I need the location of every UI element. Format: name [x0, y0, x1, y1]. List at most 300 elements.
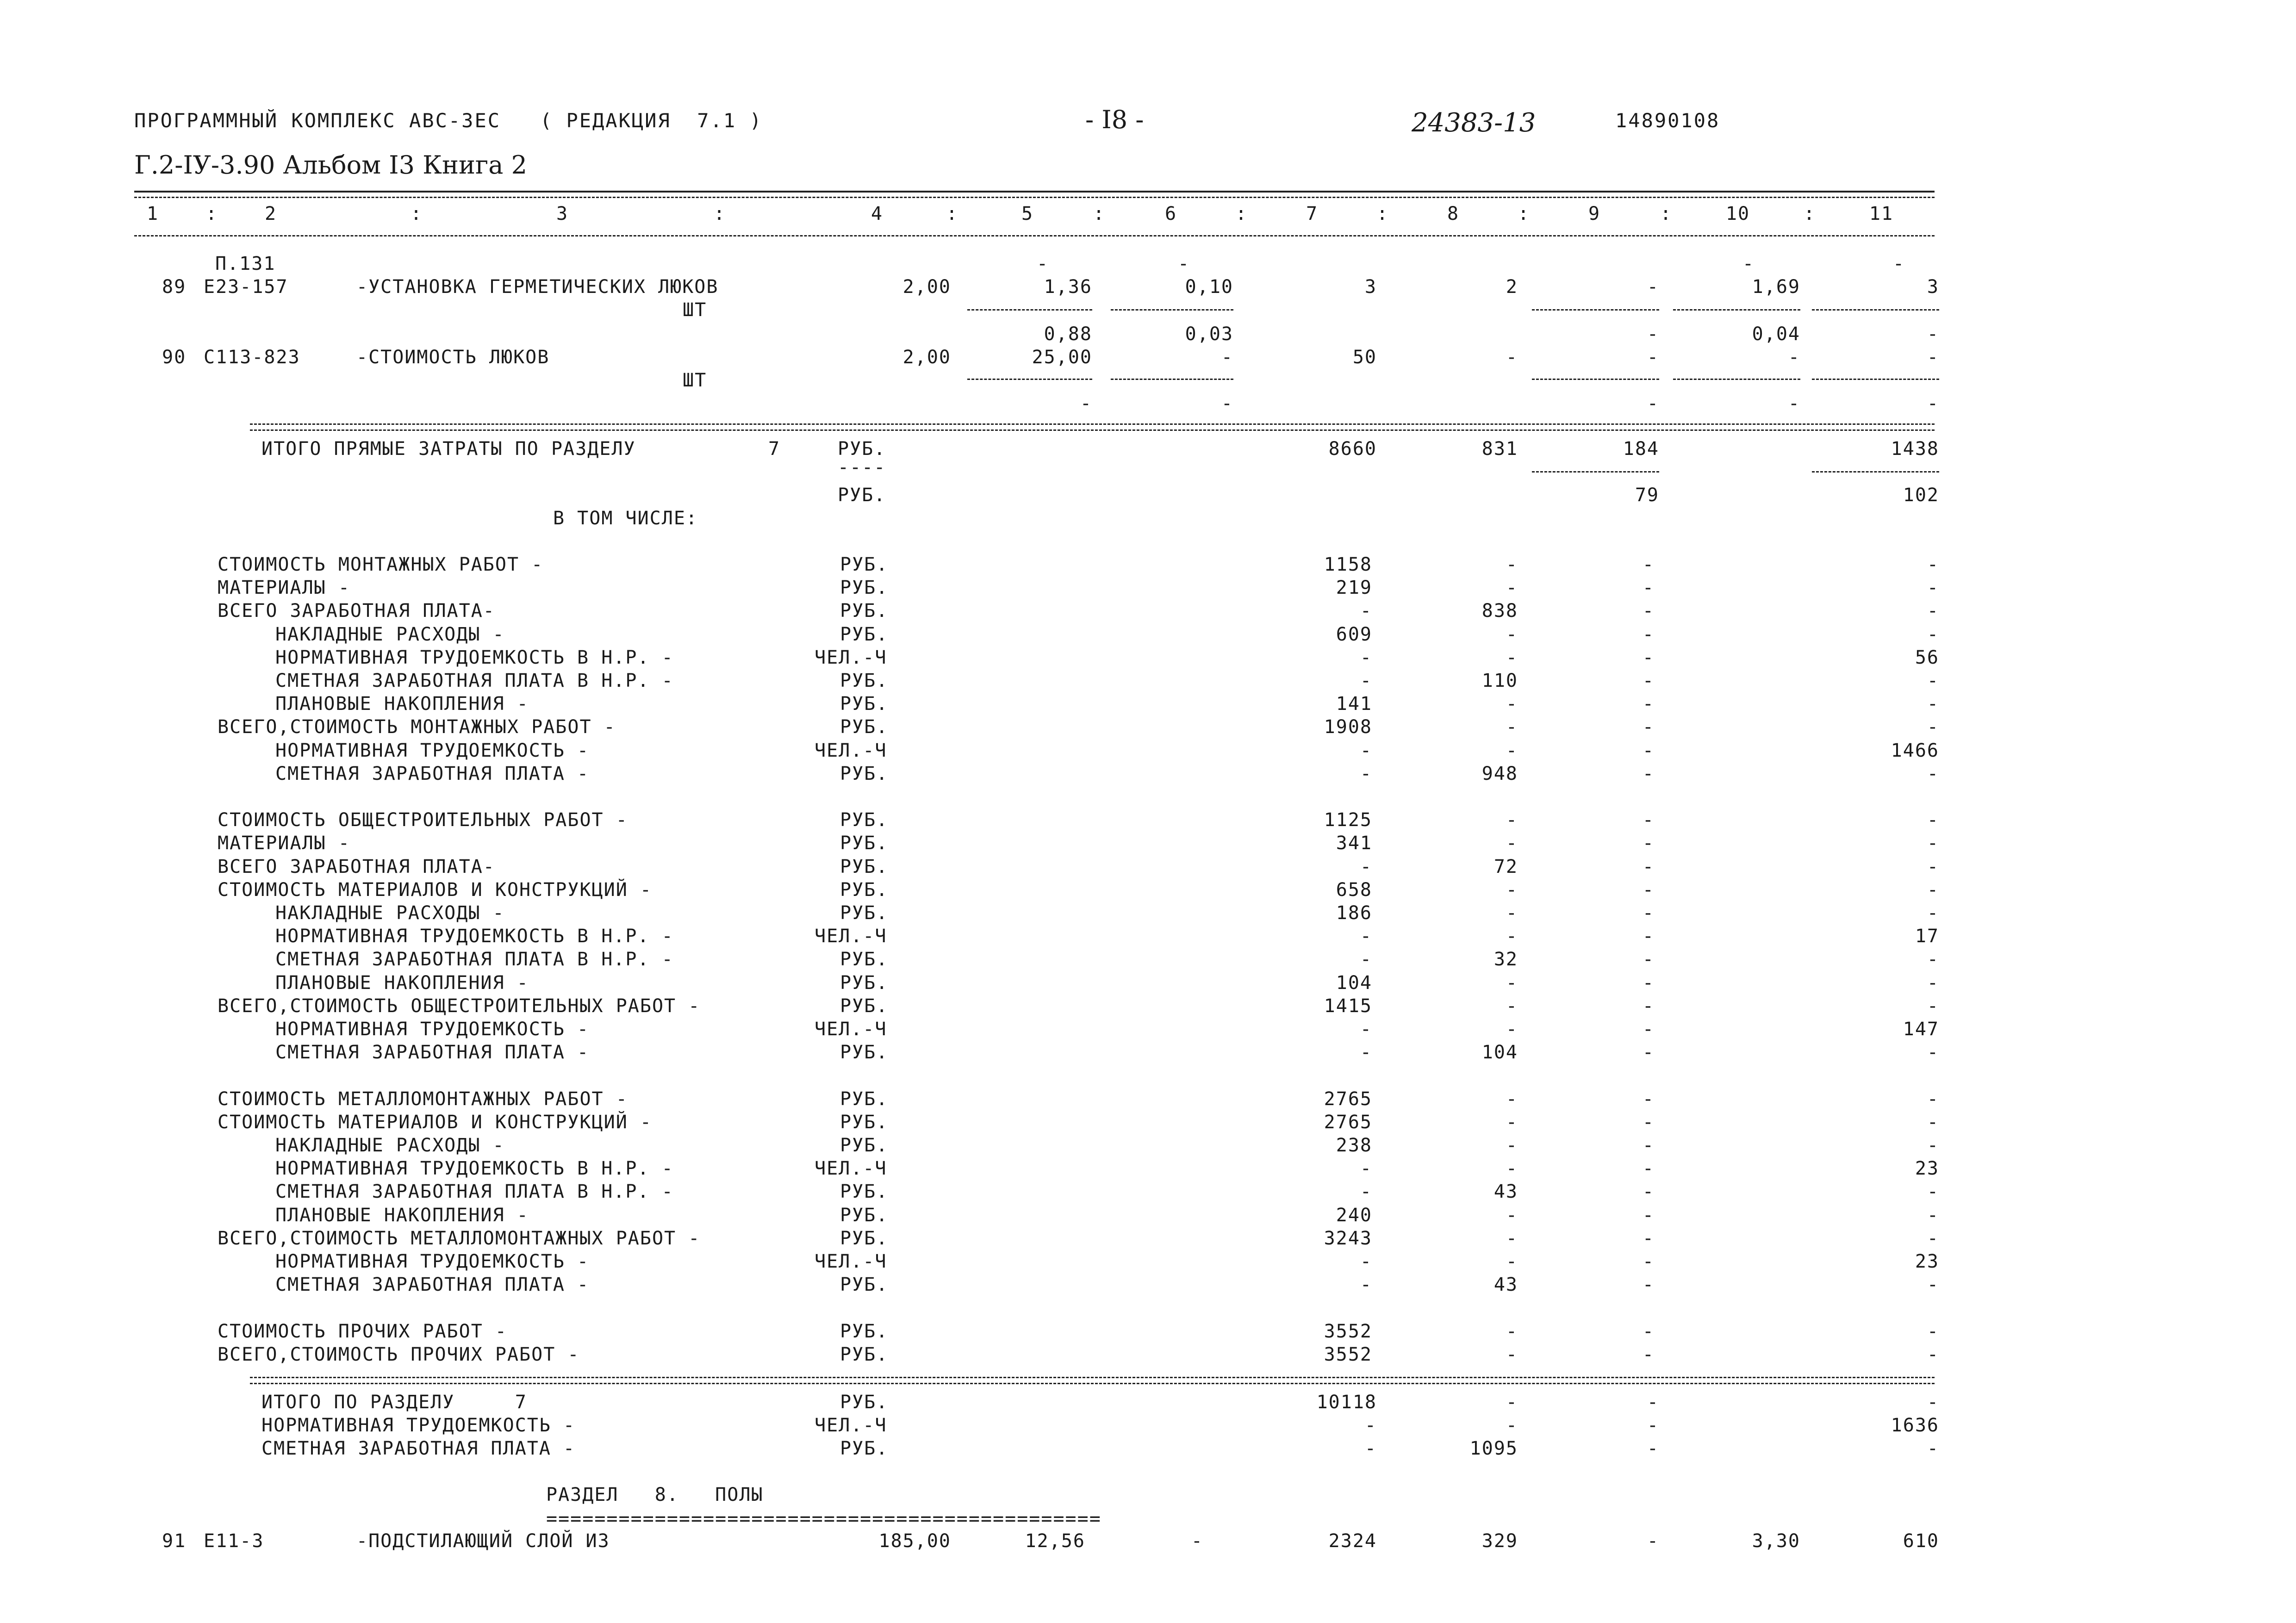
document-number: 24383-13 — [1412, 108, 1536, 138]
breakdown-label: ПЛАНОВЫЕ НАКОПЛЕНИЯ - — [275, 972, 529, 994]
direct-totals-c11: 1438 — [1891, 438, 1939, 460]
item-89-unit: ШТ — [683, 299, 707, 321]
item-90-c11: - — [1927, 347, 1939, 368]
item-89-sub-rule-10 — [1673, 309, 1800, 311]
breakdown-c7: - — [1360, 1042, 1372, 1063]
breakdown-unit: РУБ. — [840, 856, 889, 877]
breakdown-unit: РУБ. — [840, 1135, 889, 1156]
item-89-c11: 3 — [1927, 276, 1939, 298]
breakdown-label: НОРМАТИВНАЯ ТРУДОЕМКОСТЬ В Н.Р. - — [275, 647, 674, 668]
breakdown-c8: - — [1506, 879, 1518, 901]
breakdown-c11: 1466 — [1891, 740, 1939, 761]
breakdown-label: СМЕТНАЯ ЗАРАБОТНАЯ ПЛАТА - — [275, 1274, 590, 1296]
item-90-c9: - — [1647, 347, 1659, 368]
item-90-c10: - — [1788, 347, 1800, 368]
item-89-c6b: 0,03 — [1185, 323, 1233, 345]
breakdown-c7: 1908 — [1324, 716, 1372, 738]
breakdown-c9: - — [1642, 1343, 1655, 1365]
breakdown-c9: - — [1642, 1088, 1655, 1110]
breakdown-c8: 32 — [1493, 949, 1518, 970]
breakdown-c8: - — [1506, 995, 1518, 1017]
breakdown-c11: - — [1927, 1042, 1939, 1063]
column-separator: : — [1803, 203, 1816, 224]
breakdown-c7: - — [1360, 763, 1372, 784]
column-header-8: 8 — [1447, 203, 1460, 224]
breakdown-c11: 23 — [1915, 1251, 1939, 1272]
breakdown-unit: ЧЕЛ.-Ч — [815, 647, 887, 668]
breakdown-c9: - — [1642, 1320, 1655, 1342]
breakdown-unit: ЧЕЛ.-Ч — [815, 926, 887, 947]
breakdown-c11: - — [1927, 972, 1939, 994]
breakdown-c9: - — [1642, 1019, 1655, 1040]
table-top-rule — [134, 191, 1935, 193]
section-total-unit: РУБ. — [840, 1392, 889, 1413]
breakdown-c7: - — [1360, 670, 1372, 691]
column-header-3: 3 — [556, 203, 569, 224]
breakdown-c11: - — [1927, 995, 1939, 1017]
breakdown-label: СМЕТНАЯ ЗАРАБОТНАЯ ПЛАТА В Н.Р. - — [275, 1181, 674, 1203]
item-91-description: -ПОДСТИЛАЮЩИЙ СЛОЙ ИЗ — [356, 1530, 610, 1552]
column-separator: : — [1660, 203, 1673, 224]
breakdown-c8: - — [1506, 1135, 1518, 1156]
breakdown-c7: 1125 — [1324, 809, 1372, 831]
column-header-2: 2 — [264, 203, 277, 224]
breakdown-label: СТОИМОСТЬ МАТЕРИАЛОВ И КОНСТРУКЦИЙ - — [218, 879, 652, 901]
section-total-c8: - — [1506, 1415, 1518, 1436]
breakdown-c9: - — [1642, 949, 1655, 970]
breakdown-unit: РУБ. — [840, 1320, 889, 1342]
breakdown-c11: 147 — [1903, 1019, 1939, 1040]
breakdown-c8: - — [1506, 1158, 1518, 1180]
breakdown-unit: РУБ. — [840, 670, 889, 691]
item-90-number: 90 — [162, 347, 187, 368]
breakdown-c7: 1158 — [1324, 554, 1372, 575]
breakdown-c9: - — [1642, 902, 1655, 924]
direct-totals-section: 7 — [768, 438, 781, 460]
item-89-sub-rule-6 — [1111, 309, 1233, 311]
breakdown-label: ВСЕГО,СТОИМОСТЬ МОНТАЖНЫХ РАБОТ - — [218, 716, 616, 738]
breakdown-c7: - — [1360, 1181, 1372, 1203]
section-total-c8: - — [1506, 1392, 1518, 1413]
item-90-qty: 2,00 — [902, 347, 951, 368]
direct-totals-rule-2 — [250, 429, 1935, 431]
item-90-code: С113-823 — [204, 347, 300, 368]
column-separator: : — [713, 203, 726, 224]
breakdown-label: ВСЕГО ЗАРАБОТНАЯ ПЛАТА- — [218, 856, 495, 877]
item-89-c5-top: - — [1037, 253, 1049, 274]
direct-totals-rule — [250, 423, 1935, 425]
breakdown-unit: РУБ. — [840, 623, 889, 645]
breakdown-label: НАКЛАДНЫЕ РАСХОДЫ - — [275, 1135, 505, 1156]
item-91-c8: 329 — [1481, 1530, 1518, 1552]
breakdown-c11: - — [1927, 856, 1939, 877]
breakdown-c9: - — [1642, 879, 1655, 901]
breakdown-c11: - — [1927, 1111, 1939, 1133]
breakdown-c11: - — [1927, 577, 1939, 599]
item-89-c6: 0,10 — [1185, 276, 1233, 298]
breakdown-c7: 658 — [1336, 879, 1372, 901]
breakdown-unit: РУБ. — [840, 763, 889, 784]
direct-totals-c7: 8660 — [1328, 438, 1377, 460]
breakdown-c7: 3552 — [1324, 1343, 1372, 1365]
breakdown-label: НОРМАТИВНАЯ ТРУДОЕМКОСТЬ В Н.Р. - — [275, 1158, 674, 1180]
section-total-c11: 1636 — [1891, 1415, 1939, 1436]
breakdown-c8: - — [1506, 902, 1518, 924]
direct-totals-c8: 831 — [1481, 438, 1518, 460]
breakdown-c8: - — [1506, 577, 1518, 599]
section-total-rule — [250, 1377, 1935, 1378]
item-89-c10-top: - — [1742, 253, 1755, 274]
breakdown-c9: - — [1642, 1158, 1655, 1180]
column-header-6: 6 — [1164, 203, 1177, 224]
item-89-description: -УСТАНОВКА ГЕРМЕТИЧЕСКИХ ЛЮКОВ — [356, 276, 719, 298]
breakdown-unit: РУБ. — [840, 879, 889, 901]
breakdown-label: ВСЕГО,СТОИМОСТЬ ОБЩЕСТРОИТЕЛЬНЫХ РАБОТ - — [218, 995, 701, 1017]
breakdown-c11: - — [1927, 623, 1939, 645]
item-91-number: 91 — [162, 1530, 187, 1552]
breakdown-c9: - — [1642, 670, 1655, 691]
breakdown-c11: - — [1927, 1088, 1939, 1110]
breakdown-unit: РУБ. — [840, 902, 889, 924]
breakdown-c8: 948 — [1481, 763, 1518, 784]
item-89-c7: 3 — [1364, 276, 1377, 298]
breakdown-c11: - — [1927, 902, 1939, 924]
breakdown-unit: РУБ. — [840, 972, 889, 994]
column-header-1: 1 — [146, 203, 159, 224]
breakdown-unit: РУБ. — [840, 949, 889, 970]
breakdown-c11: - — [1927, 1181, 1939, 1203]
breakdown-c11: 17 — [1915, 926, 1939, 947]
breakdown-c7: 3243 — [1324, 1227, 1372, 1249]
breakdown-c9: - — [1642, 647, 1655, 668]
breakdown-c7: 2765 — [1324, 1088, 1372, 1110]
breakdown-c8: - — [1506, 740, 1518, 761]
document-code: 14890108 — [1615, 109, 1720, 132]
column-separator: : — [946, 203, 958, 224]
direct-totals-c9: 184 — [1623, 438, 1659, 460]
breakdown-c8: 104 — [1481, 1042, 1518, 1063]
section-total-label: НОРМАТИВНАЯ ТРУДОЕМКОСТЬ - — [261, 1415, 576, 1436]
section-total-label: ИТОГО ПО РАЗДЕЛУ 7 — [261, 1392, 527, 1413]
breakdown-c9: - — [1642, 809, 1655, 831]
table-top-rule-2 — [134, 197, 1935, 198]
breakdown-unit: РУБ. — [840, 1111, 889, 1133]
breakdown-c8: - — [1506, 833, 1518, 854]
breakdown-label: СМЕТНАЯ ЗАРАБОТНАЯ ПЛАТА - — [275, 1042, 590, 1063]
program-title: ПРОГРАММНЫЙ КОМПЛЕКС АВС-ЗЕС ( РЕДАКЦИЯ 7.1 ) — [134, 109, 763, 132]
breakdown-c7: 186 — [1336, 902, 1372, 924]
breakdown-c9: - — [1642, 833, 1655, 854]
item-90-sub-rule-11 — [1812, 379, 1939, 380]
breakdown-unit: РУБ. — [840, 1204, 889, 1226]
breakdown-c7: 609 — [1336, 623, 1372, 645]
breakdown-label: НАКЛАДНЫЕ РАСХОДЫ - — [275, 902, 505, 924]
breakdown-c11: 23 — [1915, 1158, 1939, 1180]
breakdown-c8: - — [1506, 926, 1518, 947]
breakdown-c11: - — [1927, 716, 1939, 738]
breakdown-c9: - — [1642, 1181, 1655, 1203]
breakdown-c9: - — [1642, 600, 1655, 622]
item-91-c11: 610 — [1903, 1530, 1939, 1552]
direct-totals-c9b: 79 — [1635, 485, 1659, 506]
breakdown-c7: 240 — [1336, 1204, 1372, 1226]
breakdown-c11: - — [1927, 1343, 1939, 1365]
breakdown-c7: - — [1360, 926, 1372, 947]
breakdown-c7: - — [1360, 647, 1372, 668]
section-8-underline: ============================================== — [546, 1508, 1101, 1530]
column-separator: : — [1093, 203, 1106, 224]
breakdown-c11: - — [1927, 1274, 1939, 1296]
breakdown-c8: 72 — [1493, 856, 1518, 877]
breakdown-label: ПЛАНОВЫЕ НАКОПЛЕНИЯ - — [275, 1204, 529, 1226]
breakdown-unit: РУБ. — [840, 577, 889, 599]
breakdown-c7: - — [1360, 1251, 1372, 1272]
breakdown-label: НОРМАТИВНАЯ ТРУДОЕМКОСТЬ В Н.Р. - — [275, 926, 674, 947]
breakdown-c7: 341 — [1336, 833, 1372, 854]
breakdown-c7: - — [1360, 600, 1372, 622]
breakdown-label: НОРМАТИВНАЯ ТРУДОЕМКОСТЬ - — [275, 740, 590, 761]
breakdown-unit: ЧЕЛ.-Ч — [815, 1251, 887, 1272]
breakdown-c9: - — [1642, 1251, 1655, 1272]
breakdown-c7: - — [1360, 1158, 1372, 1180]
including-label: В ТОМ ЧИСЛЕ: — [553, 508, 698, 529]
section-total-c7: 10118 — [1316, 1392, 1377, 1413]
section-total-unit: РУБ. — [840, 1438, 889, 1459]
breakdown-unit: РУБ. — [840, 600, 889, 622]
breakdown-unit: РУБ. — [840, 693, 889, 715]
item-89-c6-top: - — [1178, 253, 1190, 274]
section-total-c7: - — [1364, 1415, 1377, 1436]
item-91-c6: - — [1191, 1530, 1203, 1552]
breakdown-c8: 43 — [1493, 1274, 1518, 1296]
item-89-c11-top: - — [1893, 253, 1905, 274]
page-number: - I8 - — [1085, 105, 1144, 134]
breakdown-c7: 219 — [1336, 577, 1372, 599]
item-91-c7: 2324 — [1328, 1530, 1377, 1552]
column-separator: : — [1376, 203, 1389, 224]
item-91-c10: 3,30 — [1752, 1530, 1800, 1552]
item-90-sub-rule-9 — [1532, 379, 1659, 380]
item-90-sub-rule-10 — [1673, 379, 1800, 380]
column-header-9: 9 — [1588, 203, 1601, 224]
breakdown-c8: - — [1506, 1088, 1518, 1110]
direct-totals-unit-2: РУБ. — [838, 485, 886, 506]
breakdown-c8: - — [1506, 623, 1518, 645]
breakdown-label: НОРМАТИВНАЯ ТРУДОЕМКОСТЬ - — [275, 1251, 590, 1272]
item-90-sub-rule-6 — [1111, 379, 1233, 380]
breakdown-label: СМЕТНАЯ ЗАРАБОТНАЯ ПЛАТА В Н.Р. - — [275, 949, 674, 970]
section-total-unit: ЧЕЛ.-Ч — [815, 1415, 887, 1436]
breakdown-c11: - — [1927, 949, 1939, 970]
item-89-sub-rule-9 — [1532, 309, 1659, 311]
section-total-c9: - — [1647, 1415, 1659, 1436]
breakdown-c7: 1415 — [1324, 995, 1372, 1017]
breakdown-c7: - — [1360, 949, 1372, 970]
direct-totals-c11b: 102 — [1903, 485, 1939, 506]
item-91-c9: - — [1647, 1530, 1659, 1552]
breakdown-unit: РУБ. — [840, 1181, 889, 1203]
breakdown-c8: - — [1506, 1227, 1518, 1249]
breakdown-c7: - — [1360, 856, 1372, 877]
breakdown-label: МАТЕРИАЛЫ - — [218, 577, 350, 599]
section-total-label: СМЕТНАЯ ЗАРАБОТНАЯ ПЛАТА - — [261, 1438, 576, 1459]
breakdown-c11: - — [1927, 833, 1939, 854]
breakdown-c9: - — [1642, 1274, 1655, 1296]
breakdown-c8: - — [1506, 809, 1518, 831]
breakdown-c7: 3552 — [1324, 1320, 1372, 1342]
breakdown-c11: - — [1927, 763, 1939, 784]
direct-totals-sub-rule-11 — [1812, 471, 1939, 473]
breakdown-c9: - — [1642, 1227, 1655, 1249]
breakdown-c9: - — [1642, 693, 1655, 715]
item-89-c5b: 0,88 — [1044, 323, 1092, 345]
breakdown-label: СТОИМОСТЬ МАТЕРИАЛОВ И КОНСТРУКЦИЙ - — [218, 1111, 652, 1133]
column-header-10: 10 — [1725, 203, 1750, 224]
item-90-c11b: - — [1927, 393, 1939, 414]
section-total-c7: - — [1364, 1438, 1377, 1459]
breakdown-c9: - — [1642, 856, 1655, 877]
breakdown-c8: - — [1506, 972, 1518, 994]
breakdown-c11: - — [1927, 693, 1939, 715]
breakdown-label: СТОИМОСТЬ МОНТАЖНЫХ РАБОТ - — [218, 554, 544, 575]
breakdown-unit: РУБ. — [840, 1042, 889, 1063]
breakdown-unit: РУБ. — [840, 1088, 889, 1110]
breakdown-unit: РУБ. — [840, 1227, 889, 1249]
column-separator: : — [205, 203, 218, 224]
direct-totals-label: ИТОГО ПРЯМЫЕ ЗАТРАТЫ ПО РАЗДЕЛУ — [261, 438, 636, 460]
breakdown-label: ВСЕГО ЗАРАБОТНАЯ ПЛАТА- — [218, 600, 495, 622]
item-89-sub-rule-11 — [1812, 309, 1939, 311]
breakdown-c8: - — [1506, 554, 1518, 575]
breakdown-c8: - — [1506, 1320, 1518, 1342]
breakdown-c11: - — [1927, 1320, 1939, 1342]
section-total-c11: - — [1927, 1438, 1939, 1459]
column-header-5: 5 — [1021, 203, 1034, 224]
breakdown-c8: - — [1506, 1343, 1518, 1365]
breakdown-label: ВСЕГО,СТОИМОСТЬ МЕТАЛЛОМОНТАЖНЫХ РАБОТ - — [218, 1227, 701, 1249]
breakdown-label: СМЕТНАЯ ЗАРАБОТНАЯ ПЛАТА В Н.Р. - — [275, 670, 674, 691]
item-90-description: -СТОИМОСТЬ ЛЮКОВ — [356, 347, 550, 368]
section-total-c8: 1095 — [1469, 1438, 1518, 1459]
breakdown-unit: ЧЕЛ.-Ч — [815, 1158, 887, 1180]
column-separator: : — [1518, 203, 1530, 224]
direct-totals-sub-rule-9 — [1532, 471, 1659, 473]
breakdown-c8: - — [1506, 647, 1518, 668]
item-89-c9b: - — [1647, 323, 1659, 345]
item-89-number: 89 — [162, 276, 187, 298]
item-90-c7: 50 — [1352, 347, 1377, 368]
breakdown-c8: - — [1506, 1111, 1518, 1133]
breakdown-c11: - — [1927, 809, 1939, 831]
breakdown-c9: - — [1642, 577, 1655, 599]
direct-totals-unit-rule: ---- — [838, 457, 886, 478]
breakdown-c8: - — [1506, 1019, 1518, 1040]
column-header-7: 7 — [1306, 203, 1319, 224]
item-90-c5b: - — [1080, 393, 1092, 414]
breakdown-c9: - — [1642, 995, 1655, 1017]
breakdown-unit: РУБ. — [840, 1343, 889, 1365]
item-89-code: Е23-157 — [204, 276, 288, 298]
breakdown-label: НАКЛАДНЫЕ РАСХОДЫ - — [275, 623, 505, 645]
breakdown-c9: - — [1642, 972, 1655, 994]
breakdown-c8: - — [1506, 693, 1518, 715]
item-89-c11b: - — [1927, 323, 1939, 345]
breakdown-c11: 56 — [1915, 647, 1939, 668]
album-title: Г.2-IУ-3.90 Альбом I3 Книга 2 — [134, 150, 527, 180]
breakdown-c9: - — [1642, 716, 1655, 738]
breakdown-unit: РУБ. — [840, 833, 889, 854]
item-91-qty: 185,00 — [878, 1530, 951, 1552]
breakdown-unit: РУБ. — [840, 809, 889, 831]
breakdown-c8: 838 — [1481, 600, 1518, 622]
breakdown-label: МАТЕРИАЛЫ - — [218, 833, 350, 854]
breakdown-c11: - — [1927, 879, 1939, 901]
breakdown-c9: - — [1642, 1042, 1655, 1063]
item-89-c9: - — [1647, 276, 1659, 298]
breakdown-unit: ЧЕЛ.-Ч — [815, 740, 887, 761]
section-8-title: РАЗДЕЛ 8. ПОЛЫ — [546, 1484, 764, 1505]
breakdown-c11: - — [1927, 1227, 1939, 1249]
breakdown-c7: - — [1360, 740, 1372, 761]
breakdown-c7: - — [1360, 1019, 1372, 1040]
column-header-rule — [134, 235, 1935, 236]
breakdown-c9: - — [1642, 926, 1655, 947]
breakdown-c9: - — [1642, 1135, 1655, 1156]
section-total-c9: - — [1647, 1392, 1659, 1413]
breakdown-c11: - — [1927, 600, 1939, 622]
section-total-c11: - — [1927, 1392, 1939, 1413]
breakdown-unit: РУБ. — [840, 1274, 889, 1296]
breakdown-c8: 43 — [1493, 1181, 1518, 1203]
breakdown-c9: - — [1642, 1111, 1655, 1133]
item-91-c5: 12,56 — [1025, 1530, 1085, 1552]
breakdown-c8: - — [1506, 1251, 1518, 1272]
breakdown-c9: - — [1642, 554, 1655, 575]
section-total-c9: - — [1647, 1438, 1659, 1459]
breakdown-c7: - — [1360, 1274, 1372, 1296]
breakdown-c7: 104 — [1336, 972, 1372, 994]
item-89-c8: 2 — [1506, 276, 1518, 298]
breakdown-c11: - — [1927, 1135, 1939, 1156]
breakdown-c7: 238 — [1336, 1135, 1372, 1156]
breakdown-c11: - — [1927, 1204, 1939, 1226]
item-90-c8: - — [1506, 347, 1518, 368]
breakdown-label: ПЛАНОВЫЕ НАКОПЛЕНИЯ - — [275, 693, 529, 715]
breakdown-c9: - — [1642, 1204, 1655, 1226]
item-90-c6: - — [1221, 347, 1233, 368]
breakdown-label: СТОИМОСТЬ ПРОЧИХ РАБОТ - — [218, 1320, 507, 1342]
item-89-c10b: 0,04 — [1752, 323, 1800, 345]
breakdown-c8: - — [1506, 716, 1518, 738]
item-90-unit: ШТ — [683, 370, 707, 391]
breakdown-c8: 110 — [1481, 670, 1518, 691]
breakdown-unit: РУБ. — [840, 554, 889, 575]
breakdown-label: СТОИМОСТЬ ОБЩЕСТРОИТЕЛЬНЫХ РАБОТ - — [218, 809, 628, 831]
breakdown-label: НОРМАТИВНАЯ ТРУДОЕМКОСТЬ - — [275, 1019, 590, 1040]
item-89-c5: 1,36 — [1044, 276, 1092, 298]
breakdown-c7: 141 — [1336, 693, 1372, 715]
breakdown-c9: - — [1642, 763, 1655, 784]
direct-totals-unit: РУБ. — [838, 438, 886, 460]
breakdown-label: СТОИМОСТЬ МЕТАЛЛОМОНТАЖНЫХ РАБОТ - — [218, 1088, 628, 1110]
breakdown-label: СМЕТНАЯ ЗАРАБОТНАЯ ПЛАТА - — [275, 763, 590, 784]
breakdown-unit: РУБ. — [840, 716, 889, 738]
item-90-c5: 25,00 — [1032, 347, 1092, 368]
breakdown-unit: РУБ. — [840, 995, 889, 1017]
item-90-c10b: - — [1788, 393, 1800, 414]
item-90-c9b: - — [1647, 393, 1659, 414]
item-89-c10: 1,69 — [1752, 276, 1800, 298]
